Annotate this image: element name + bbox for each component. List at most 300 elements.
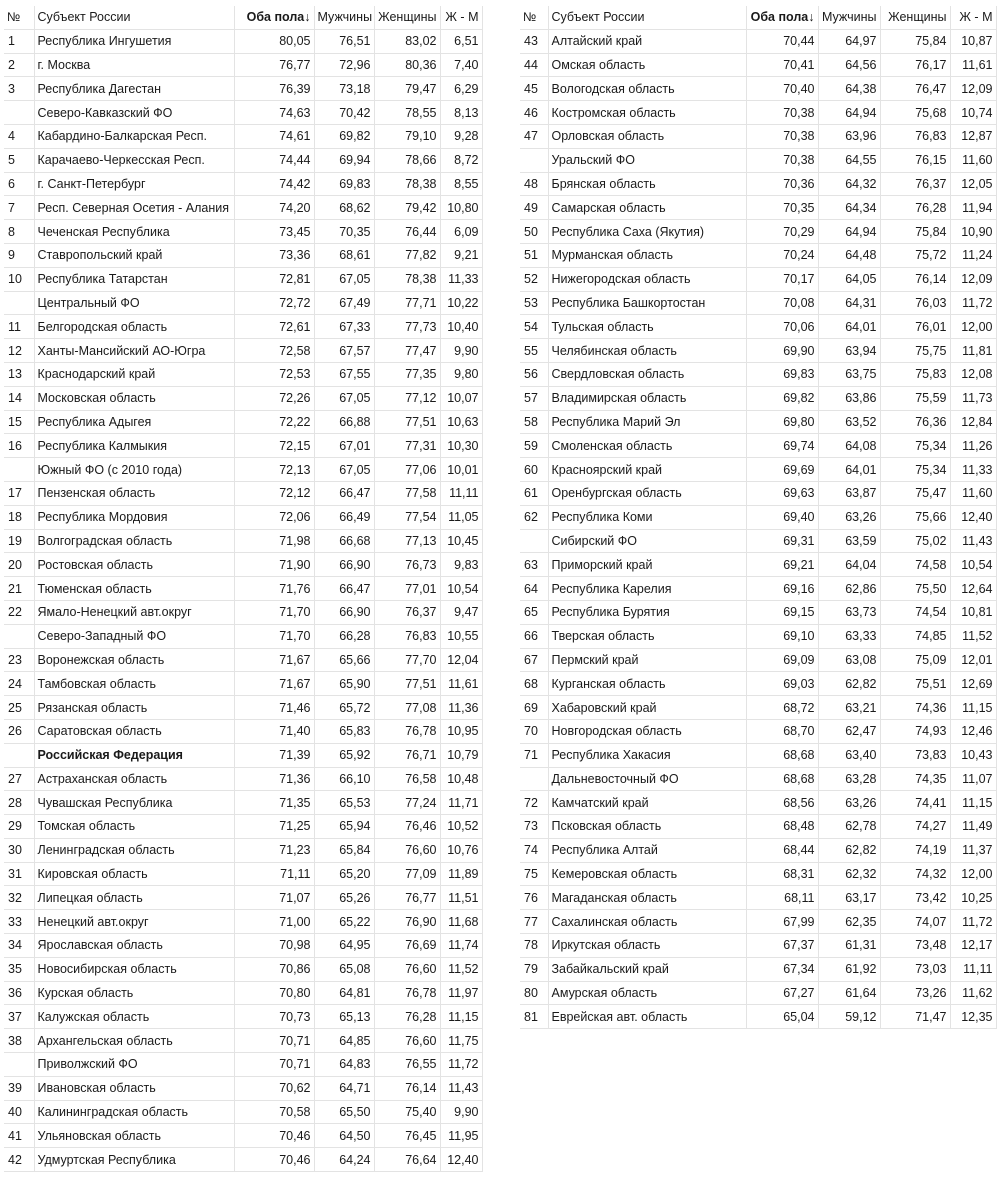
both-sexes-value: 70,35 bbox=[746, 196, 818, 220]
diff-value: 6,51 bbox=[440, 29, 482, 53]
women-value: 79,47 bbox=[374, 77, 440, 101]
diff-value: 9,47 bbox=[440, 600, 482, 624]
subject-name: г. Москва bbox=[34, 53, 234, 77]
row-number: 75 bbox=[520, 862, 548, 886]
table-row bbox=[4, 910, 482, 934]
men-value: 63,73 bbox=[818, 600, 880, 624]
both-sexes-value: 69,16 bbox=[746, 577, 818, 601]
both-sexes-value: 70,40 bbox=[746, 77, 818, 101]
row-number: 79 bbox=[520, 957, 548, 981]
table-row bbox=[4, 29, 482, 53]
diff-value: 10,55 bbox=[440, 624, 482, 648]
subject-header[interactable]: Субъект России bbox=[34, 6, 234, 29]
both-sexes-value: 72,13 bbox=[234, 458, 314, 482]
row-number: 13 bbox=[4, 362, 34, 386]
diff-value: 12,84 bbox=[950, 410, 996, 434]
women-value: 75,34 bbox=[880, 458, 950, 482]
men-value: 64,55 bbox=[818, 148, 880, 172]
row-number: 11 bbox=[4, 315, 34, 339]
both-sexes-value: 70,06 bbox=[746, 315, 818, 339]
subject-name: Нижегородская область bbox=[548, 267, 746, 291]
men-value: 67,05 bbox=[314, 267, 374, 291]
both-sexes-value: 70,62 bbox=[234, 1076, 314, 1100]
row-number bbox=[4, 743, 34, 767]
row-number bbox=[520, 767, 548, 791]
table-row bbox=[4, 1100, 482, 1124]
diff-value: 8,72 bbox=[440, 148, 482, 172]
num-header: № bbox=[4, 6, 34, 29]
both-sexes-value: 71,67 bbox=[234, 648, 314, 672]
subject-name: Орловская область bbox=[548, 124, 746, 148]
men-value: 64,24 bbox=[314, 1148, 374, 1172]
women-value: 77,13 bbox=[374, 529, 440, 553]
table-row bbox=[520, 481, 996, 505]
women-value: 77,73 bbox=[374, 315, 440, 339]
left-table bbox=[4, 6, 483, 1172]
table-row bbox=[4, 458, 482, 482]
men-value: 72,96 bbox=[314, 53, 374, 77]
diff-value: 10,90 bbox=[950, 220, 996, 244]
men-value: 66,68 bbox=[314, 529, 374, 553]
row-number: 9 bbox=[4, 243, 34, 267]
diff-value: 11,89 bbox=[440, 862, 482, 886]
table-row bbox=[4, 434, 482, 458]
subject-name: Новосибирская область bbox=[34, 957, 234, 981]
men-value: 66,90 bbox=[314, 600, 374, 624]
row-number: 70 bbox=[520, 719, 548, 743]
women-value: 76,37 bbox=[880, 172, 950, 196]
table-row bbox=[4, 1053, 482, 1077]
subject-name: Кировская область bbox=[34, 862, 234, 886]
diff-value: 12,00 bbox=[950, 315, 996, 339]
men-value: 69,82 bbox=[314, 124, 374, 148]
table-row bbox=[4, 553, 482, 577]
subject-name: Забайкальский край bbox=[548, 957, 746, 981]
both-sexes-header[interactable] bbox=[746, 6, 818, 29]
both-sexes-value: 74,61 bbox=[234, 124, 314, 148]
row-number: 60 bbox=[520, 458, 548, 482]
both-sexes-value: 68,31 bbox=[746, 862, 818, 886]
diff-value: 6,29 bbox=[440, 77, 482, 101]
diff-value: 12,87 bbox=[950, 124, 996, 148]
men-value: 69,94 bbox=[314, 148, 374, 172]
both-sexes-value: 76,39 bbox=[234, 77, 314, 101]
both-sexes-value: 71,39 bbox=[234, 743, 314, 767]
women-value: 76,01 bbox=[880, 315, 950, 339]
men-value: 66,88 bbox=[314, 410, 374, 434]
table-row bbox=[520, 529, 996, 553]
subject-name: Республика Бурятия bbox=[548, 600, 746, 624]
men-value: 67,49 bbox=[314, 291, 374, 315]
men-value: 63,59 bbox=[818, 529, 880, 553]
subject-name: Республика Дагестан bbox=[34, 77, 234, 101]
diff-value: 10,48 bbox=[440, 767, 482, 791]
women-value: 76,46 bbox=[374, 815, 440, 839]
women-value: 74,35 bbox=[880, 767, 950, 791]
row-number: 71 bbox=[520, 743, 548, 767]
women-value: 78,38 bbox=[374, 172, 440, 196]
subject-name: Волгоградская область bbox=[34, 529, 234, 553]
men-value: 66,28 bbox=[314, 624, 374, 648]
table-row bbox=[520, 862, 996, 886]
subject-name: Магаданская область bbox=[548, 886, 746, 910]
women-value: 77,82 bbox=[374, 243, 440, 267]
men-value: 63,21 bbox=[818, 696, 880, 720]
both-sexes-value: 71,67 bbox=[234, 672, 314, 696]
row-number: 14 bbox=[4, 386, 34, 410]
women-value: 73,83 bbox=[880, 743, 950, 767]
subject-name: Ямало-Ненецкий авт.округ bbox=[34, 600, 234, 624]
both-sexes-value: 72,72 bbox=[234, 291, 314, 315]
women-value: 76,28 bbox=[374, 1005, 440, 1029]
both-sexes-value: 72,12 bbox=[234, 481, 314, 505]
men-value: 65,92 bbox=[314, 743, 374, 767]
table-row bbox=[4, 981, 482, 1005]
both-sexes-value: 68,48 bbox=[746, 815, 818, 839]
table-row bbox=[520, 553, 996, 577]
table-row bbox=[4, 505, 482, 529]
table-row bbox=[4, 743, 482, 767]
men-value: 63,08 bbox=[818, 648, 880, 672]
men-value: 65,22 bbox=[314, 910, 374, 934]
subject-name: Томская область bbox=[34, 815, 234, 839]
women-value: 71,47 bbox=[880, 1005, 950, 1029]
women-value: 74,93 bbox=[880, 719, 950, 743]
men-value: 61,31 bbox=[818, 934, 880, 958]
subject-name: Московская область bbox=[34, 386, 234, 410]
table-row bbox=[4, 696, 482, 720]
table-row bbox=[4, 315, 482, 339]
diff-header[interactable]: Ж - М bbox=[440, 6, 482, 29]
subject-name: Тамбовская область bbox=[34, 672, 234, 696]
women-value: 79,42 bbox=[374, 196, 440, 220]
subject-name: Самарская область bbox=[548, 196, 746, 220]
women-value: 78,38 bbox=[374, 267, 440, 291]
row-number bbox=[4, 291, 34, 315]
both-sexes-value: 74,63 bbox=[234, 101, 314, 125]
women-value: 77,35 bbox=[374, 362, 440, 386]
diff-value: 11,71 bbox=[440, 791, 482, 815]
table-row bbox=[520, 362, 996, 386]
subject-name: Красноярский край bbox=[548, 458, 746, 482]
diff-value: 11,24 bbox=[950, 243, 996, 267]
both-sexes-value: 71,90 bbox=[234, 553, 314, 577]
men-value: 68,61 bbox=[314, 243, 374, 267]
row-number: 10 bbox=[4, 267, 34, 291]
both-sexes-value: 73,36 bbox=[234, 243, 314, 267]
subject-name: Иркутская область bbox=[548, 934, 746, 958]
row-number: 54 bbox=[520, 315, 548, 339]
men-value: 65,94 bbox=[314, 815, 374, 839]
subject-name: Республика Алтай bbox=[548, 838, 746, 862]
men-value: 65,08 bbox=[314, 957, 374, 981]
men-value: 65,66 bbox=[314, 648, 374, 672]
row-number: 22 bbox=[4, 600, 34, 624]
men-value: 69,83 bbox=[314, 172, 374, 196]
row-number: 58 bbox=[520, 410, 548, 434]
diff-value: 12,64 bbox=[950, 577, 996, 601]
men-value: 62,82 bbox=[818, 838, 880, 862]
subject-name: Республика Адыгея bbox=[34, 410, 234, 434]
women-value: 76,14 bbox=[374, 1076, 440, 1100]
men-value: 65,13 bbox=[314, 1005, 374, 1029]
both-sexes-value: 70,46 bbox=[234, 1124, 314, 1148]
row-number: 2 bbox=[4, 53, 34, 77]
men-value: 66,49 bbox=[314, 505, 374, 529]
subject-name: Приморский край bbox=[548, 553, 746, 577]
diff-value: 11,15 bbox=[950, 696, 996, 720]
table-row bbox=[4, 886, 482, 910]
table-row bbox=[4, 481, 482, 505]
row-number: 24 bbox=[4, 672, 34, 696]
subject-name: Хабаровский край bbox=[548, 696, 746, 720]
women-value: 76,14 bbox=[880, 267, 950, 291]
row-number: 42 bbox=[4, 1148, 34, 1172]
right-table-body bbox=[520, 29, 996, 1028]
women-value: 76,60 bbox=[374, 838, 440, 862]
both-sexes-value: 72,26 bbox=[234, 386, 314, 410]
diff-value: 11,51 bbox=[440, 886, 482, 910]
diff-value: 12,35 bbox=[950, 1005, 996, 1029]
diff-value: 12,69 bbox=[950, 672, 996, 696]
both-sexes-value: 70,29 bbox=[746, 220, 818, 244]
both-sexes-value: 72,61 bbox=[234, 315, 314, 339]
row-number: 76 bbox=[520, 886, 548, 910]
women-value: 74,41 bbox=[880, 791, 950, 815]
row-number: 37 bbox=[4, 1005, 34, 1029]
table-row bbox=[520, 315, 996, 339]
row-number: 59 bbox=[520, 434, 548, 458]
subject-name: Ненецкий авт.округ bbox=[34, 910, 234, 934]
both-sexes-value: 72,58 bbox=[234, 339, 314, 363]
women-value: 76,60 bbox=[374, 1029, 440, 1053]
diff-value: 10,63 bbox=[440, 410, 482, 434]
both-sexes-value: 70,38 bbox=[746, 148, 818, 172]
diff-value: 11,61 bbox=[950, 53, 996, 77]
diff-value: 10,80 bbox=[440, 196, 482, 220]
both-sexes-value: 67,99 bbox=[746, 910, 818, 934]
women-value: 79,10 bbox=[374, 124, 440, 148]
table-row bbox=[520, 648, 996, 672]
both-sexes-value: 69,03 bbox=[746, 672, 818, 696]
men-value: 64,08 bbox=[818, 434, 880, 458]
both-sexes-value: 69,21 bbox=[746, 553, 818, 577]
women-value: 75,02 bbox=[880, 529, 950, 553]
men-header[interactable]: Мужчины bbox=[314, 6, 374, 29]
subject-name: Кемеровская область bbox=[548, 862, 746, 886]
table-row bbox=[520, 672, 996, 696]
table-row bbox=[4, 53, 482, 77]
table-row bbox=[520, 410, 996, 434]
both-sexes-header[interactable] bbox=[234, 6, 314, 29]
diff-value: 11,11 bbox=[440, 481, 482, 505]
row-number: 46 bbox=[520, 101, 548, 125]
row-number: 6 bbox=[4, 172, 34, 196]
men-value: 64,94 bbox=[818, 101, 880, 125]
table-row bbox=[520, 505, 996, 529]
subject-name: Российская Федерация bbox=[34, 743, 234, 767]
women-value: 75,66 bbox=[880, 505, 950, 529]
table-row bbox=[4, 291, 482, 315]
men-value: 64,94 bbox=[818, 220, 880, 244]
row-number: 30 bbox=[4, 838, 34, 862]
men-value: 65,53 bbox=[314, 791, 374, 815]
table-row bbox=[4, 672, 482, 696]
row-number: 48 bbox=[520, 172, 548, 196]
diff-value: 8,13 bbox=[440, 101, 482, 125]
men-value: 63,26 bbox=[818, 505, 880, 529]
table-row bbox=[520, 196, 996, 220]
table-row bbox=[4, 957, 482, 981]
table-row bbox=[520, 243, 996, 267]
women-value: 73,42 bbox=[880, 886, 950, 910]
subject-name: Краснодарский край bbox=[34, 362, 234, 386]
both-sexes-value: 70,38 bbox=[746, 101, 818, 125]
diff-value: 12,05 bbox=[950, 172, 996, 196]
table-row bbox=[520, 957, 996, 981]
sort-arrow-icon: ↓ bbox=[304, 10, 311, 25]
women-value: 75,09 bbox=[880, 648, 950, 672]
diff-value: 11,61 bbox=[440, 672, 482, 696]
men-value: 62,32 bbox=[818, 862, 880, 886]
men-value: 67,57 bbox=[314, 339, 374, 363]
men-value: 63,33 bbox=[818, 624, 880, 648]
table-row bbox=[520, 934, 996, 958]
table-row bbox=[520, 1005, 996, 1029]
table-row bbox=[4, 815, 482, 839]
table-row bbox=[520, 434, 996, 458]
row-number: 32 bbox=[4, 886, 34, 910]
both-sexes-value: 69,80 bbox=[746, 410, 818, 434]
diff-value: 12,46 bbox=[950, 719, 996, 743]
row-number: 25 bbox=[4, 696, 34, 720]
subject-name: Республика Калмыкия bbox=[34, 434, 234, 458]
women-value: 76,78 bbox=[374, 719, 440, 743]
diff-value: 11,33 bbox=[950, 458, 996, 482]
diff-value: 11,43 bbox=[440, 1076, 482, 1100]
row-number: 73 bbox=[520, 815, 548, 839]
table-row bbox=[4, 767, 482, 791]
diff-value: 11,97 bbox=[440, 981, 482, 1005]
both-sexes-value: 71,40 bbox=[234, 719, 314, 743]
subject-name: Омская область bbox=[548, 53, 746, 77]
women-value: 76,78 bbox=[374, 981, 440, 1005]
right-table bbox=[520, 6, 997, 1029]
row-number: 65 bbox=[520, 600, 548, 624]
both-sexes-value: 72,22 bbox=[234, 410, 314, 434]
men-header[interactable]: Мужчины bbox=[818, 6, 880, 29]
subject-name: Сибирский ФО bbox=[548, 529, 746, 553]
row-number: 21 bbox=[4, 577, 34, 601]
women-value: 74,19 bbox=[880, 838, 950, 862]
subject-name: Архангельская область bbox=[34, 1029, 234, 1053]
table-row bbox=[520, 29, 996, 53]
row-number: 43 bbox=[520, 29, 548, 53]
subject-name: Брянская область bbox=[548, 172, 746, 196]
women-value: 77,08 bbox=[374, 696, 440, 720]
subject-name: Челябинская область bbox=[548, 339, 746, 363]
diff-value: 12,01 bbox=[950, 648, 996, 672]
diff-value: 11,75 bbox=[440, 1029, 482, 1053]
both-sexes-value: 70,71 bbox=[234, 1029, 314, 1053]
subject-name: Тверская область bbox=[548, 624, 746, 648]
diff-value: 11,72 bbox=[950, 910, 996, 934]
men-value: 64,50 bbox=[314, 1124, 374, 1148]
both-sexes-value: 69,31 bbox=[746, 529, 818, 553]
women-value: 77,54 bbox=[374, 505, 440, 529]
men-value: 67,55 bbox=[314, 362, 374, 386]
both-sexes-value: 69,69 bbox=[746, 458, 818, 482]
row-number bbox=[520, 529, 548, 553]
subject-name: Смоленская область bbox=[548, 434, 746, 458]
subject-name: Ленинградская область bbox=[34, 838, 234, 862]
subject-name: Свердловская область bbox=[548, 362, 746, 386]
subject-name: Алтайский край bbox=[548, 29, 746, 53]
diff-value: 11,60 bbox=[950, 148, 996, 172]
table-row bbox=[520, 101, 996, 125]
men-value: 63,94 bbox=[818, 339, 880, 363]
both-sexes-header-label: Оба пола bbox=[246, 10, 305, 25]
table-row bbox=[520, 719, 996, 743]
subject-name: Центральный ФО bbox=[34, 291, 234, 315]
diff-value: 11,68 bbox=[440, 910, 482, 934]
men-value: 76,51 bbox=[314, 29, 374, 53]
table-row bbox=[520, 291, 996, 315]
both-sexes-value: 67,27 bbox=[746, 981, 818, 1005]
men-value: 64,32 bbox=[818, 172, 880, 196]
both-sexes-value: 72,53 bbox=[234, 362, 314, 386]
table-row bbox=[4, 267, 482, 291]
diff-value: 11,15 bbox=[440, 1005, 482, 1029]
row-number: 64 bbox=[520, 577, 548, 601]
men-value: 62,82 bbox=[818, 672, 880, 696]
diff-value: 11,72 bbox=[950, 291, 996, 315]
row-number: 55 bbox=[520, 339, 548, 363]
row-number: 35 bbox=[4, 957, 34, 981]
men-value: 64,01 bbox=[818, 458, 880, 482]
both-sexes-value: 70,71 bbox=[234, 1053, 314, 1077]
men-value: 62,86 bbox=[818, 577, 880, 601]
women-value: 78,66 bbox=[374, 148, 440, 172]
women-header[interactable]: Женщины bbox=[880, 6, 950, 29]
both-sexes-value: 70,38 bbox=[746, 124, 818, 148]
women-value: 76,83 bbox=[880, 124, 950, 148]
diff-value: 11,62 bbox=[950, 981, 996, 1005]
women-value: 76,64 bbox=[374, 1148, 440, 1172]
diff-value: 10,40 bbox=[440, 315, 482, 339]
row-number: 40 bbox=[4, 1100, 34, 1124]
subject-header[interactable]: Субъект России bbox=[548, 6, 746, 29]
table-row bbox=[4, 624, 482, 648]
diff-value: 11,74 bbox=[440, 934, 482, 958]
both-sexes-value: 69,09 bbox=[746, 648, 818, 672]
row-number bbox=[520, 148, 548, 172]
women-value: 80,36 bbox=[374, 53, 440, 77]
both-sexes-value: 71,07 bbox=[234, 886, 314, 910]
women-value: 76,44 bbox=[374, 220, 440, 244]
men-value: 62,78 bbox=[818, 815, 880, 839]
diff-value: 9,90 bbox=[440, 339, 482, 363]
women-value: 74,54 bbox=[880, 600, 950, 624]
diff-header[interactable]: Ж - М bbox=[950, 6, 996, 29]
table-row bbox=[4, 243, 482, 267]
women-header[interactable]: Женщины bbox=[374, 6, 440, 29]
men-value: 67,33 bbox=[314, 315, 374, 339]
women-value: 76,77 bbox=[374, 886, 440, 910]
row-number: 80 bbox=[520, 981, 548, 1005]
row-number: 50 bbox=[520, 220, 548, 244]
diff-value: 11,72 bbox=[440, 1053, 482, 1077]
